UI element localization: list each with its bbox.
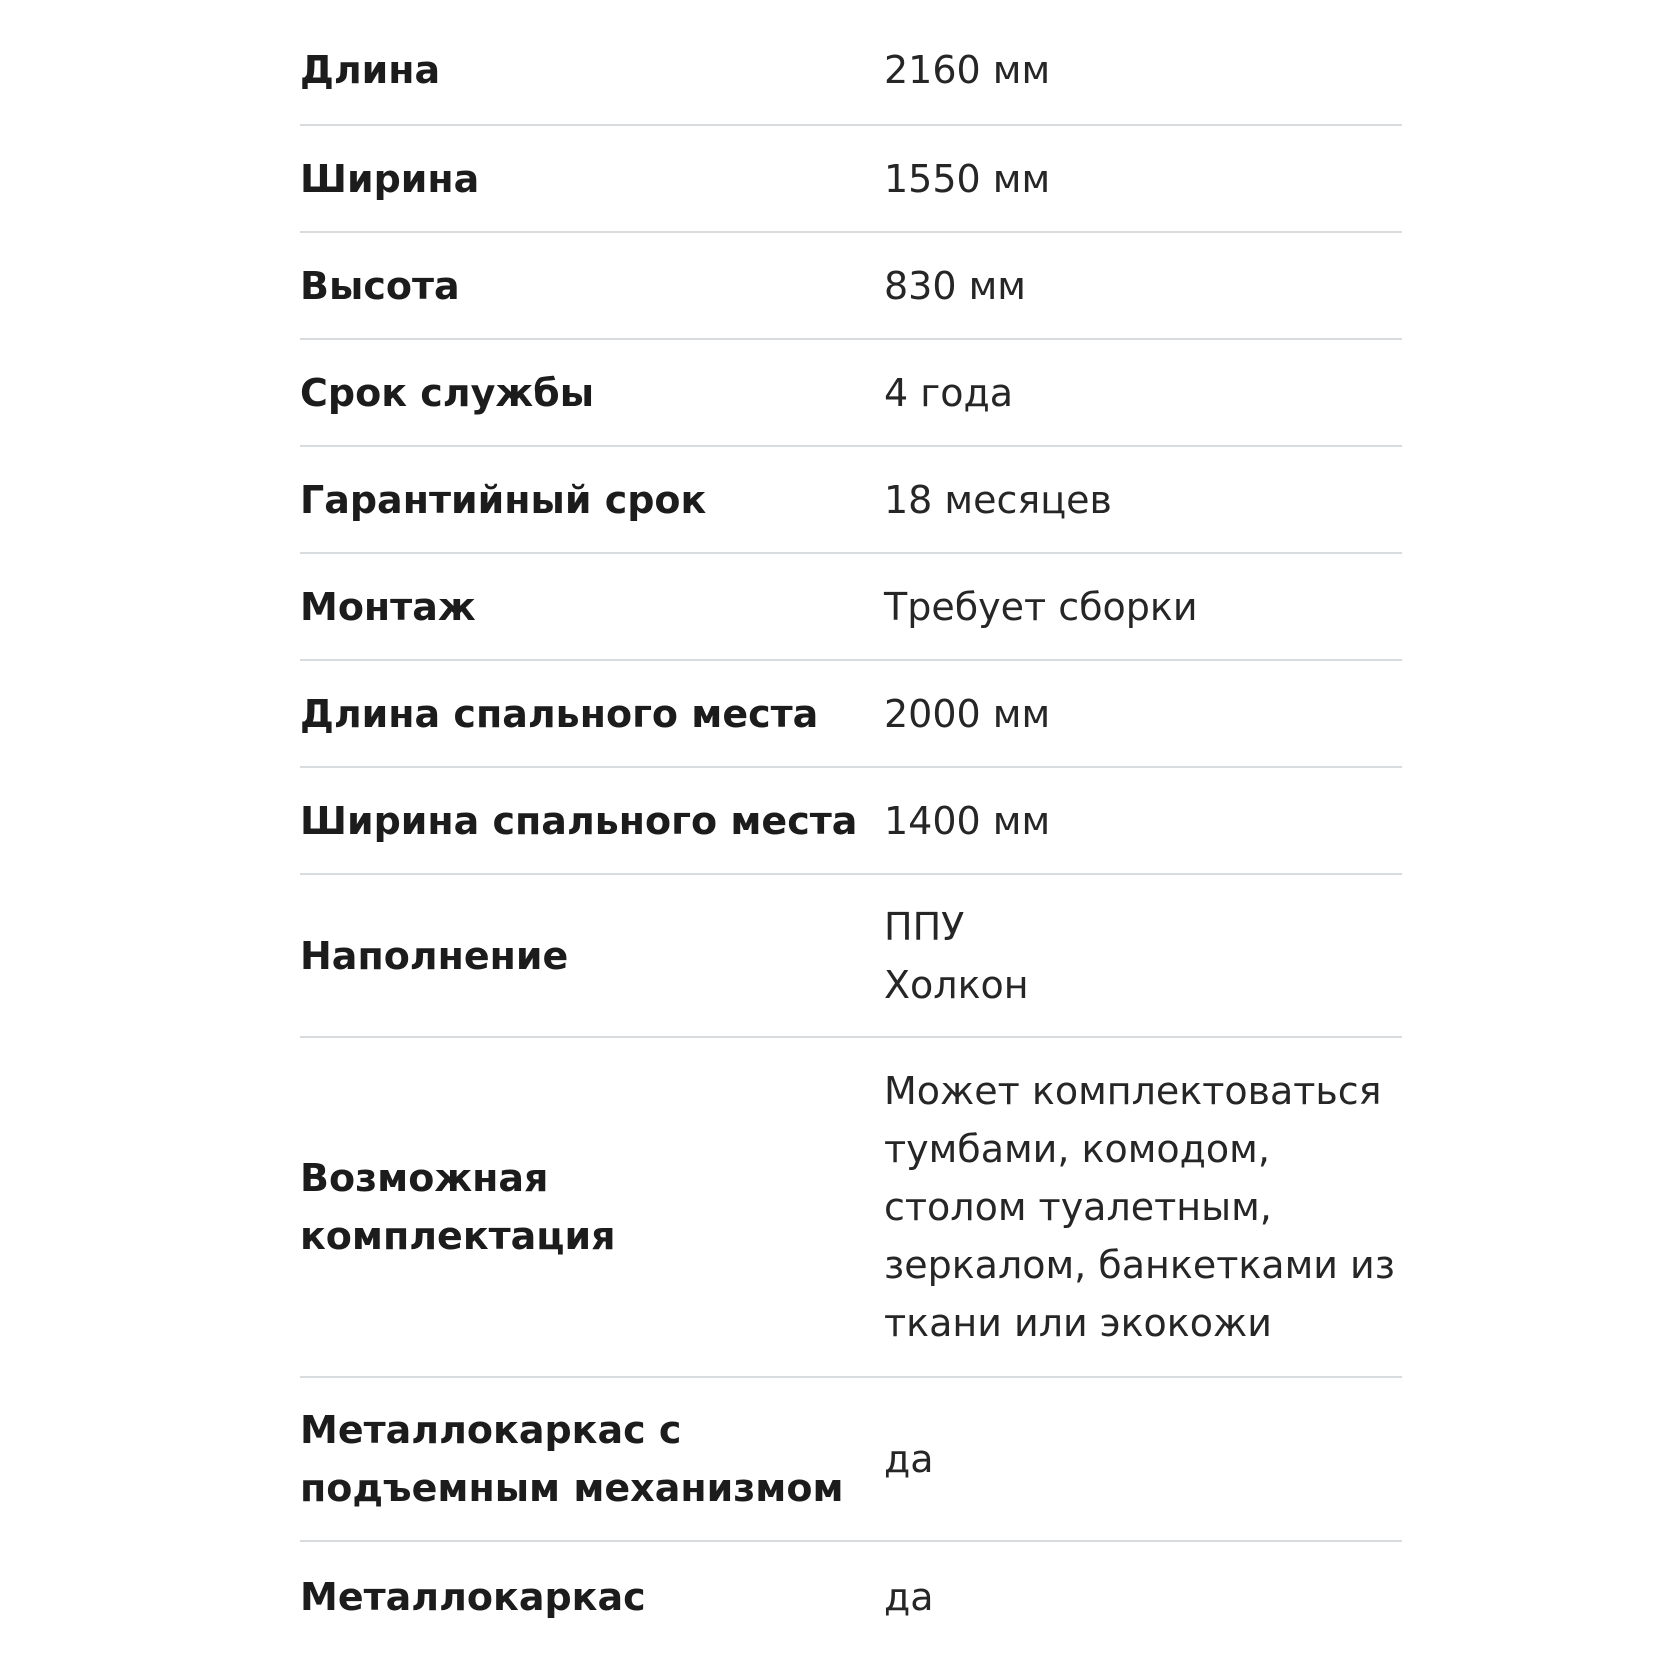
- spec-label: Металлокаркас: [300, 1575, 646, 1619]
- spec-label: Ширина: [300, 156, 480, 201]
- spec-label: Срок службы: [300, 370, 595, 415]
- spec-label: Ширина спального места: [300, 798, 858, 843]
- spec-label: Длина: [300, 48, 441, 92]
- spec-row-width: [300, 126, 1402, 233]
- spec-value: 18 месяцев: [884, 477, 1112, 522]
- spec-row-sleeping-length: [300, 661, 1402, 768]
- specs-table: [300, 16, 1402, 1652]
- spec-value: 2160 мм: [884, 48, 1051, 92]
- spec-row-possible-set: [300, 1038, 1402, 1378]
- spec-value: Может комплектоваться тумбами, комодом, столом туалетным, зеркалом, банкетками из ткани или экокожи: [884, 1069, 1395, 1345]
- spec-row-warranty: [300, 447, 1402, 554]
- spec-value: да: [884, 1437, 934, 1481]
- spec-row-metal-frame: [300, 1542, 1402, 1652]
- spec-value: 1400 мм: [884, 798, 1051, 843]
- spec-label: Наполнение: [300, 933, 569, 978]
- spec-value: 1550 мм: [884, 156, 1051, 201]
- spec-row-height: [300, 233, 1402, 340]
- spec-value: ППУ Холкон: [884, 904, 1029, 1007]
- spec-value: Требует сборки: [884, 584, 1198, 629]
- spec-label: Монтаж: [300, 584, 476, 629]
- spec-label: Длина спального места: [300, 691, 819, 736]
- spec-row-sleeping-width: [300, 768, 1402, 875]
- spec-value: да: [884, 1575, 934, 1619]
- spec-row-length: [300, 16, 1402, 126]
- spec-label: Гарантийный срок: [300, 477, 707, 522]
- spec-row-assembly: [300, 554, 1402, 661]
- spec-value: 4 года: [884, 370, 1014, 415]
- spec-label: Металлокаркас с подъемным механизмом: [300, 1408, 844, 1510]
- spec-label: Возможная комплектация: [300, 1156, 616, 1258]
- spec-value: 2000 мм: [884, 691, 1051, 736]
- spec-row-filling: [300, 875, 1402, 1038]
- spec-value: 830 мм: [884, 263, 1026, 308]
- spec-row-lift-frame: [300, 1378, 1402, 1542]
- spec-row-service-life: [300, 340, 1402, 447]
- spec-label: Высота: [300, 263, 460, 308]
